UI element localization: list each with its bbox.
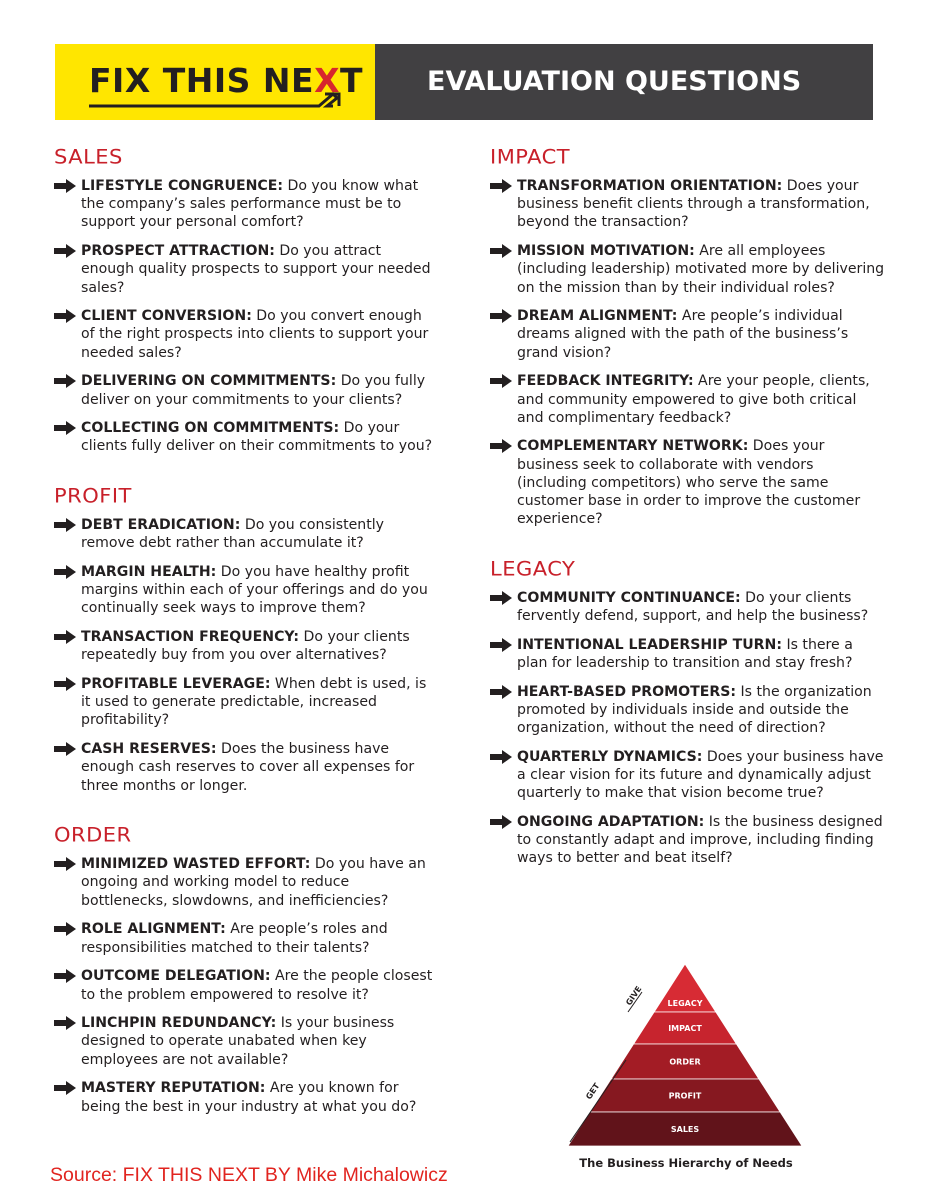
logo xyxy=(55,44,375,120)
pyramid-label: ORDER xyxy=(669,1057,701,1067)
question-label: LINCHPIN REDUNDANCY: xyxy=(81,1015,277,1032)
question-text: Do you convert enough of the right prospects into clients to support your needed sales? xyxy=(81,308,429,361)
pyramid-label: SALES xyxy=(670,1125,700,1134)
pyramid-label: PROFIT xyxy=(668,1091,702,1101)
question-item xyxy=(490,307,885,362)
question-label: MINIMIZED WASTED EFFORT: xyxy=(81,856,311,873)
section-title: LEGACY xyxy=(490,557,576,581)
question-item xyxy=(490,636,885,672)
arrow-right-icon xyxy=(490,685,512,699)
question-item xyxy=(490,683,885,738)
question-item xyxy=(490,813,885,868)
arrow-right-icon xyxy=(54,742,76,756)
question-text: Do you have healthy profit margins within each of your offerings and do you continually seek ways to improve them? xyxy=(81,564,428,617)
question-text: Is the business designed to constantly adapt and improve, including finding ways to better and beat itself? xyxy=(517,813,883,867)
question-text: Are people’s individual dreams aligned with the path of the business’s grand vision? xyxy=(517,308,849,361)
question-text: When debt is used, is it used to generate predictable, increased profitability? xyxy=(81,676,427,729)
arrow-right-icon xyxy=(490,638,512,652)
question-item xyxy=(54,628,438,664)
question-text: Does the business have enough cash reserves to cover all expenses for three months or longer. xyxy=(81,741,415,794)
question-label: COMPLEMENTARY NETWORK: xyxy=(517,438,749,455)
get-label: GET xyxy=(584,1081,602,1102)
arrow-right-icon xyxy=(490,815,512,829)
question-item xyxy=(490,748,885,803)
question-label: MISSION MOTIVATION: xyxy=(517,243,695,260)
question-text: Do you consistently remove debt rather than accumulate it? xyxy=(81,517,384,552)
question-label: ROLE ALIGNMENT: xyxy=(81,921,226,938)
question-item xyxy=(490,242,885,297)
arrow-right-icon xyxy=(54,1016,76,1030)
question-item xyxy=(54,563,438,618)
question-label: QUARTERLY DYNAMICS: xyxy=(517,748,703,765)
question-label: COMMUNITY CONTINUANCE: xyxy=(517,589,741,606)
question-item xyxy=(54,920,438,956)
question-label: CLIENT CONVERSION: xyxy=(81,308,252,325)
question-item xyxy=(54,1014,438,1069)
question-label: HEART-BASED PROMOTERS: xyxy=(517,683,737,700)
question-label: DEBT ERADICATION: xyxy=(81,517,241,534)
question-item xyxy=(54,307,438,362)
section-title: ORDER xyxy=(54,823,132,847)
question-text: Do you attract enough quality prospects to support your needed sales? xyxy=(81,243,431,296)
page-title: EVALUATION QUESTIONS xyxy=(427,66,802,97)
section-title: SALES xyxy=(54,145,123,169)
arrow-right-icon xyxy=(54,857,76,871)
question-text: Do you know what the company’s sales performance must be to support your personal comfort? xyxy=(81,178,419,231)
pyramid-label: LEGACY xyxy=(667,999,703,1008)
right-column xyxy=(490,142,885,878)
question-text: Do you fully deliver on your commitments to your clients? xyxy=(81,373,426,408)
logo-text: FIX THIS NEXT xyxy=(89,61,364,100)
question-label: PROFITABLE LEVERAGE: xyxy=(81,676,271,693)
question-item xyxy=(54,242,438,297)
question-label: MARGIN HEALTH: xyxy=(81,564,217,581)
arrow-right-icon xyxy=(490,591,512,605)
title-bar xyxy=(375,44,873,120)
question-text: Are all employees (including leadership) motivated more by delivering on the mission than by their individual roles? xyxy=(517,243,885,296)
arrow-right-icon xyxy=(490,374,512,388)
question-text: Are people’s roles and responsibilities matched to their talents? xyxy=(81,921,388,956)
question-item xyxy=(490,177,885,232)
arrow-right-icon xyxy=(54,565,76,579)
business-hierarchy-pyramid xyxy=(560,962,810,1152)
question-text: Are you known for being the best in your industry at what you do? xyxy=(81,1080,417,1115)
question-item xyxy=(54,740,438,795)
arrow-right-icon xyxy=(54,421,76,435)
question-item xyxy=(54,855,438,910)
arrow-right-icon xyxy=(54,309,76,323)
arrow-right-icon xyxy=(490,750,512,764)
question-item xyxy=(490,372,885,427)
question-label: PROSPECT ATTRACTION: xyxy=(81,243,275,260)
source-credit: Source: FIX THIS NEXT BY Mike Michalowicz xyxy=(50,1164,448,1186)
question-text: Does your business have a clear vision for its future and dynamically adjust quarterly to make that vision become true? xyxy=(517,748,884,802)
question-item xyxy=(54,177,438,232)
question-label: INTENTIONAL LEADERSHIP TURN: xyxy=(517,636,782,653)
question-label: LIFESTYLE CONGRUENCE: xyxy=(81,178,283,194)
question-text: Is there a plan for leadership to transition and stay fresh? xyxy=(517,636,853,672)
arrow-right-icon xyxy=(490,439,512,453)
arrow-right-icon xyxy=(54,1081,76,1095)
give-label: GIVE xyxy=(624,984,644,1008)
arrow-right-icon xyxy=(490,309,512,323)
pyramid-caption: The Business Hierarchy of Needs xyxy=(579,1156,793,1170)
question-text: Are the people closest to the problem empowered to resolve it? xyxy=(81,968,433,1003)
logo-arrow-icon xyxy=(89,90,354,120)
arrow-right-icon xyxy=(54,518,76,532)
arrow-right-icon xyxy=(54,969,76,983)
question-item xyxy=(54,1079,438,1115)
question-item xyxy=(54,675,438,730)
arrow-right-icon xyxy=(54,677,76,691)
question-text: Do you have an ongoing and working model to reduce bottlenecks, slowdowns, and inefficiencies? xyxy=(81,856,426,909)
arrow-right-icon xyxy=(54,630,76,644)
question-text: Does your business benefit clients through a transformation, beyond the transaction? xyxy=(517,178,870,231)
question-label: TRANSFORMATION ORIENTATION: xyxy=(517,178,783,194)
question-text: Is your business designed to operate unabated when key employees are not available? xyxy=(81,1015,395,1068)
arrow-right-icon xyxy=(490,179,512,193)
arrow-right-icon xyxy=(54,922,76,936)
question-text: Are your people, clients, and community empowered to give both critical and complimentary feedback? xyxy=(517,373,870,426)
question-item xyxy=(490,589,885,625)
question-item xyxy=(490,437,885,528)
question-label: COLLECTING ON COMMITMENTS: xyxy=(81,420,340,437)
question-label: TRANSACTION FREQUENCY: xyxy=(81,629,300,646)
arrow-right-icon xyxy=(490,244,512,258)
arrow-right-icon xyxy=(54,374,76,388)
question-item xyxy=(54,372,438,408)
header-banner xyxy=(55,44,873,120)
question-text: Is the organization promoted by individuals inside and outside the organization, without the need of direction? xyxy=(517,683,872,737)
pyramid-label: IMPACT xyxy=(668,1024,702,1033)
question-label: MASTERY REPUTATION: xyxy=(81,1080,266,1097)
question-label: FEEDBACK INTEGRITY: xyxy=(517,373,694,390)
question-text: Do your clients repeatedly buy from you over alternatives? xyxy=(81,629,410,664)
section-title: IMPACT xyxy=(490,145,571,169)
question-label: OUTCOME DELEGATION: xyxy=(81,968,271,985)
question-label: ONGOING ADAPTATION: xyxy=(517,813,705,830)
question-label: DREAM ALIGNMENT: xyxy=(517,308,678,325)
question-item xyxy=(54,516,438,552)
left-column xyxy=(54,142,438,1126)
question-text: Do your clients fully deliver on their commitments to you? xyxy=(81,420,433,455)
question-label: CASH RESERVES: xyxy=(81,741,217,758)
question-item xyxy=(54,967,438,1003)
question-text: Do your clients fervently defend, support, and help the business? xyxy=(517,589,869,625)
arrow-right-icon xyxy=(54,179,76,193)
question-label: DELIVERING ON COMMITMENTS: xyxy=(81,373,337,390)
question-text: Does your business seek to collaborate with vendors (including competitors) who serve the same customer base in order to improve the customer experience? xyxy=(517,438,861,528)
section-title: PROFIT xyxy=(54,484,132,508)
question-item xyxy=(54,419,438,455)
arrow-right-icon xyxy=(54,244,76,258)
